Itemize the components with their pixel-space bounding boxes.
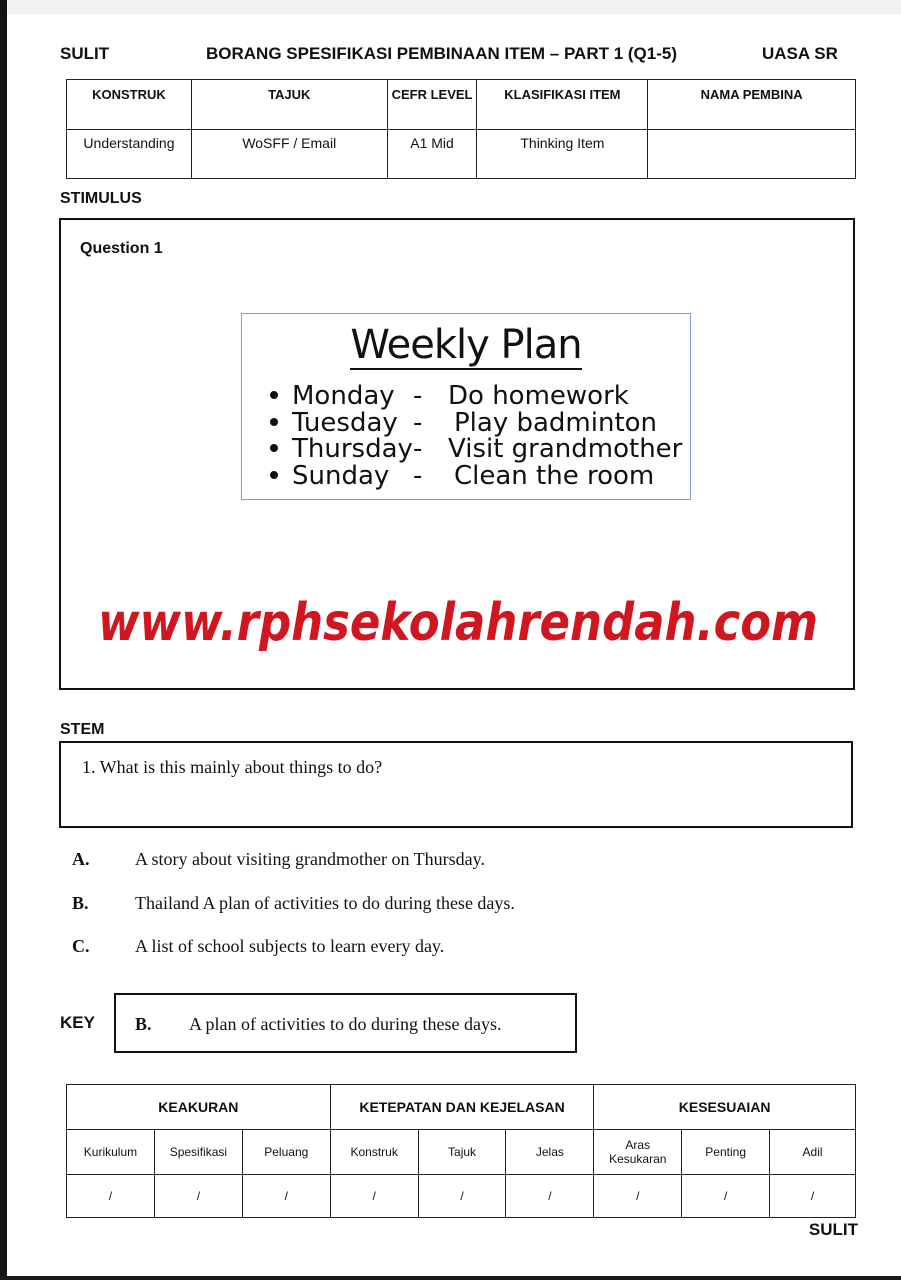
plan-activity: Clean the room [454, 461, 655, 491]
header-sulit: SULIT [60, 44, 110, 63]
col-adil: Adil [770, 1130, 856, 1175]
spec-value-klasifikasi: Thinking Item [477, 130, 648, 179]
col-jelas: Jelas [506, 1130, 594, 1175]
plan-day: Thursday [292, 434, 413, 464]
page-title: BORANG SPESIFIKASI PEMBINAAN ITEM – PART 1 (Q1-5) [206, 44, 678, 63]
col-spesifikasi: Spesifikasi [154, 1130, 242, 1175]
page-top-edge [7, 0, 901, 14]
page-left-edge [0, 0, 7, 1280]
weekly-plan-card [241, 313, 691, 500]
bullet-icon [270, 471, 278, 479]
review-group-row [67, 1085, 856, 1130]
watermark-text: www.rphsekolahrendah.com [98, 593, 818, 653]
plan-activity: Do homework [448, 381, 629, 411]
plan-dash: - [413, 434, 423, 464]
mark-konstruk: / [330, 1175, 418, 1218]
mark-kurikulum: / [67, 1175, 155, 1218]
group-keakuran: KEAKURAN [67, 1085, 331, 1130]
footer-sulit: SULIT [808, 1220, 858, 1239]
mark-aras-kesukaran: / [594, 1175, 682, 1218]
review-mark-row [67, 1175, 856, 1218]
mark-spesifikasi: / [154, 1175, 242, 1218]
plan-activity: Visit grandmother [448, 434, 683, 464]
col-aras-kesukaran: Aras Kesukaran [594, 1130, 682, 1175]
plan-activity: Play badminton [454, 408, 658, 438]
option-b-letter: B. [72, 893, 89, 913]
spec-header-cefr: CEFR LEVEL [387, 80, 477, 130]
plan-dash: - [413, 408, 423, 438]
option-c-letter: C. [72, 936, 90, 956]
mark-penting: / [682, 1175, 770, 1218]
spec-value-cefr: A1 Mid [387, 130, 477, 179]
mark-adil: / [770, 1175, 856, 1218]
mark-peluang: / [242, 1175, 330, 1218]
col-penting: Penting [682, 1130, 770, 1175]
group-ketepatan: KETEPATAN DAN KEJELASAN [330, 1085, 594, 1130]
option-a-letter: A. [72, 849, 90, 869]
col-tajuk: Tajuk [418, 1130, 506, 1175]
spec-header-row [67, 80, 856, 130]
plan-day: Tuesday [292, 408, 398, 438]
col-kurikulum: Kurikulum [67, 1130, 155, 1175]
spec-header-nama: NAMA PEMBINA [648, 80, 856, 130]
watermark-logo [88, 588, 828, 658]
option-a-text: A story about visiting grandmother on Thursday. [135, 849, 485, 869]
plan-day: Sunday [292, 461, 390, 491]
bullet-icon [270, 418, 278, 426]
col-peluang: Peluang [242, 1130, 330, 1175]
bullet-icon [270, 391, 278, 399]
review-table [66, 1084, 856, 1218]
col-konstruk: Konstruk [330, 1130, 418, 1175]
stem-question: 1. What is this mainly about things to do? [82, 757, 383, 777]
option-c-text: A list of school subjects to learn every day. [135, 936, 445, 956]
spec-value-konstruk: Understanding [67, 130, 192, 179]
stem-label: STEM [60, 721, 105, 738]
stem-box [59, 741, 853, 828]
question-label: Question 1 [80, 240, 163, 257]
key-label: KEY [60, 1013, 95, 1032]
stimulus-label: STIMULUS [60, 190, 142, 207]
review-column-row [67, 1130, 856, 1175]
plan-dash: - [413, 461, 423, 491]
header-uasa: UASA SR [762, 44, 838, 63]
plan-day: Monday [292, 381, 395, 411]
key-letter: B. [135, 1014, 152, 1034]
key-text: A plan of activities to do during these days. [189, 1014, 502, 1034]
mark-tajuk: / [418, 1175, 506, 1218]
option-b-text: Thailand A plan of activities to do during these days. [135, 893, 515, 913]
spec-header-tajuk: TAJUK [191, 80, 387, 130]
mark-jelas: / [506, 1175, 594, 1218]
spec-header-klasifikasi: KLASIFIKASI ITEM [477, 80, 648, 130]
spec-header-konstruk: KONSTRUK [67, 80, 192, 130]
spec-value-nama [648, 130, 856, 179]
spec-value-row [67, 130, 856, 179]
page-bottom-edge [0, 1276, 901, 1280]
spec-value-tajuk: WoSFF / Email [191, 130, 387, 179]
plan-dash: - [413, 381, 423, 411]
weekly-plan-title: Weekly Plan [350, 322, 582, 368]
bullet-icon [270, 444, 278, 452]
group-kesesuaian: KESESUAIAN [594, 1085, 856, 1130]
spec-table [66, 79, 856, 179]
